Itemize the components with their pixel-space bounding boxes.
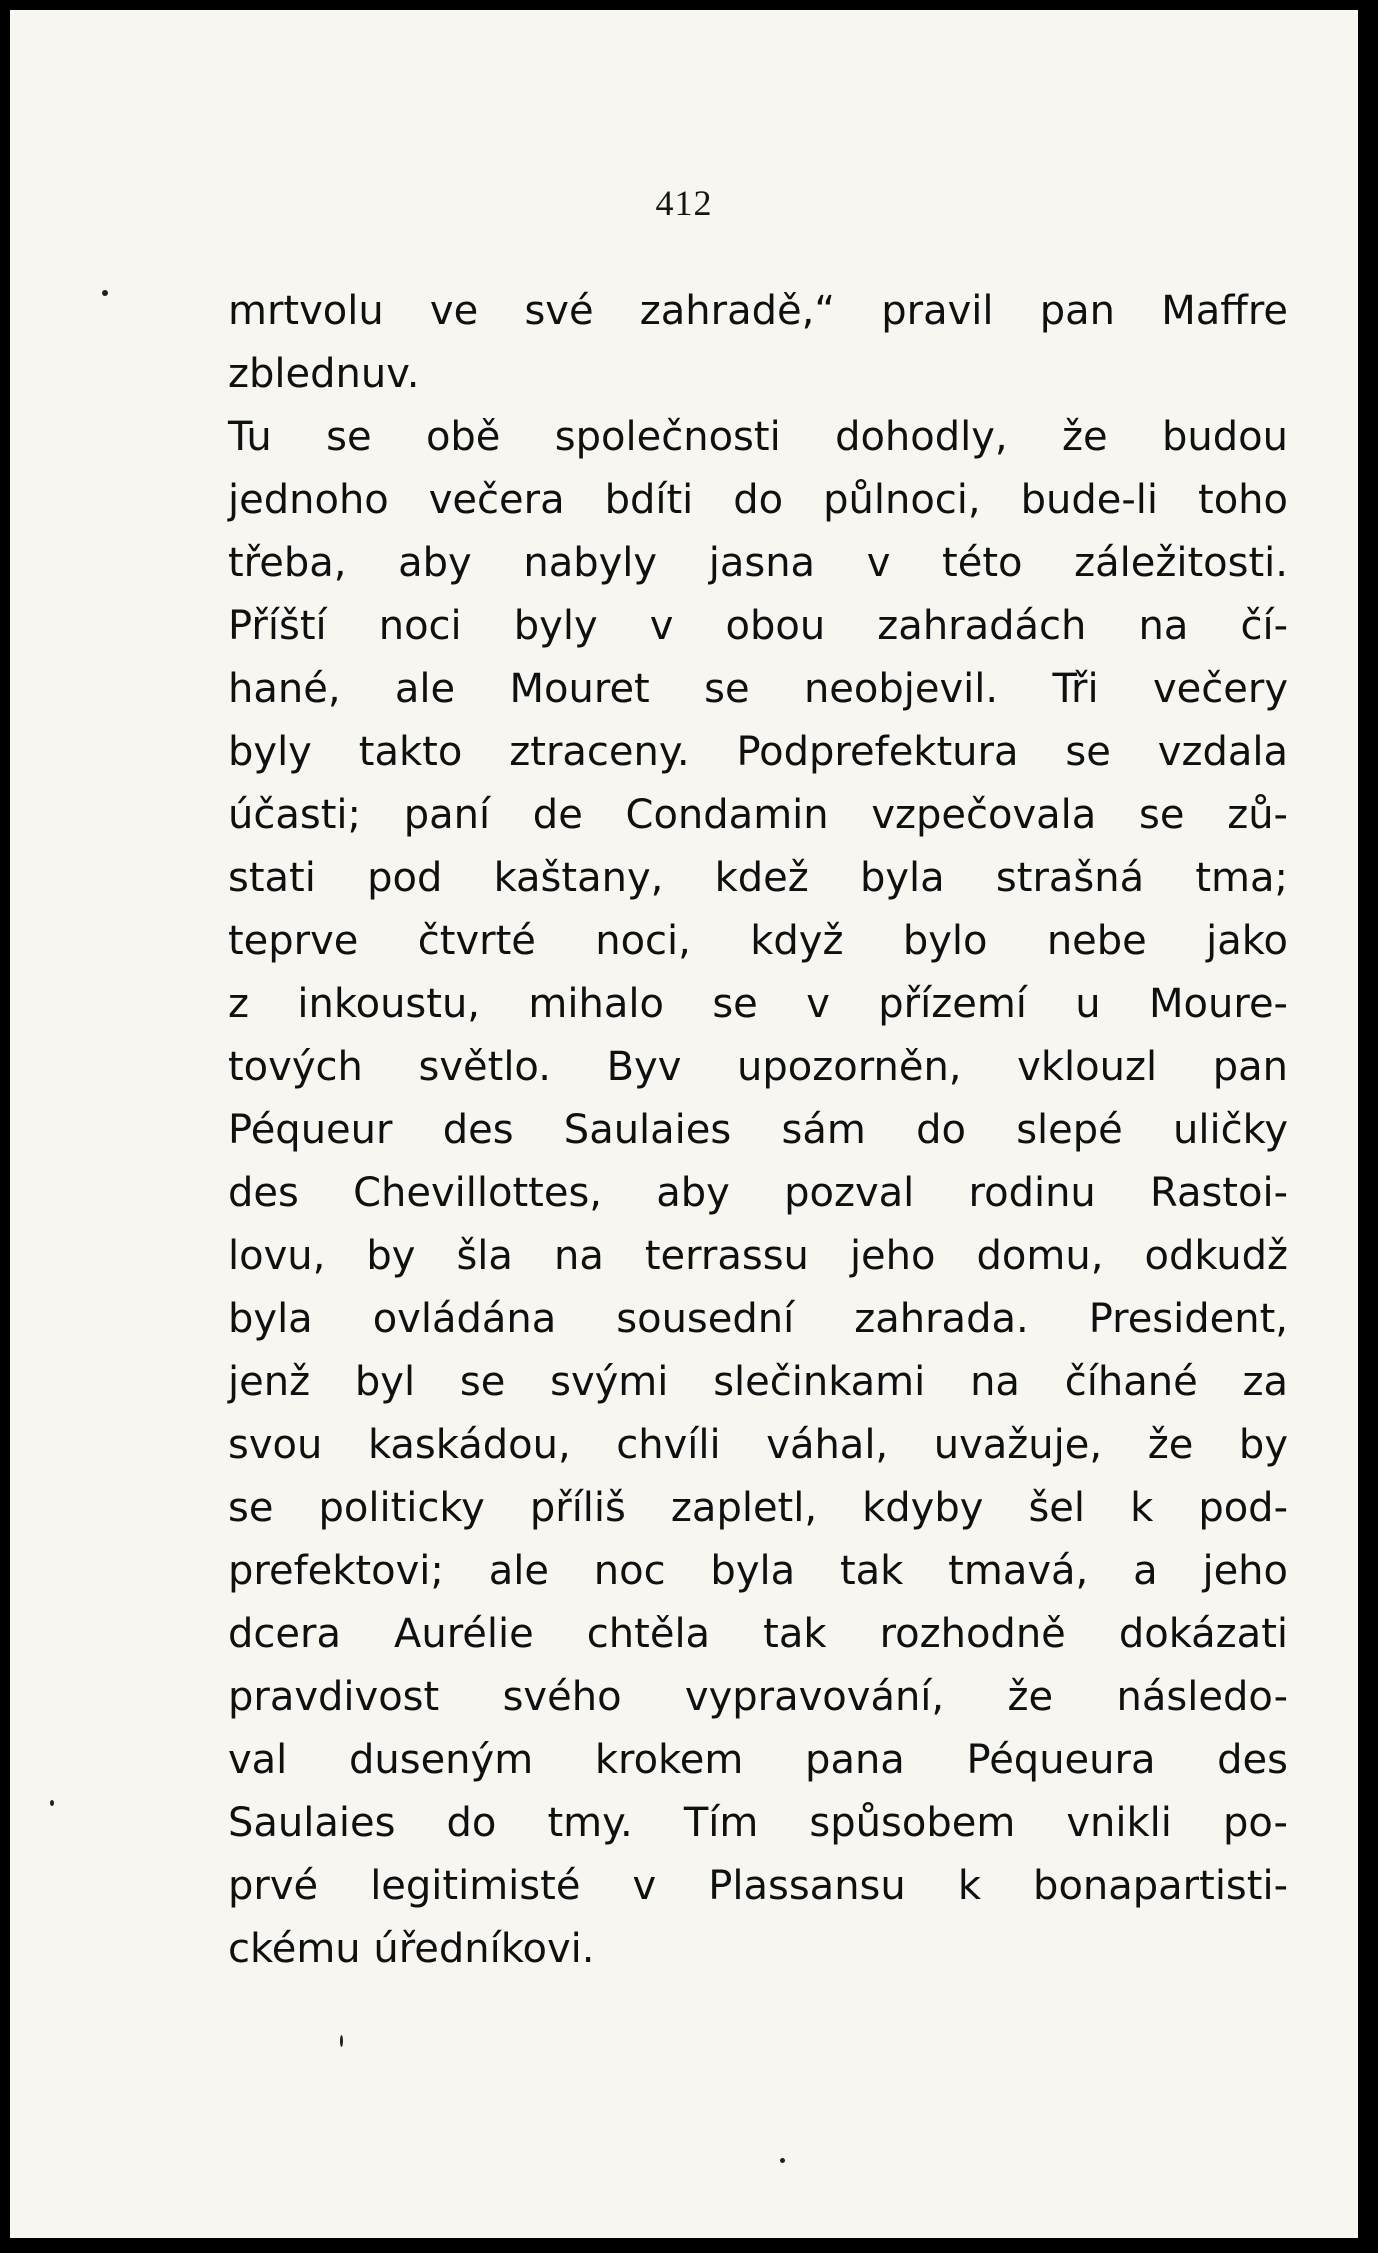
text-line: jenž byl se svými slečinkami na číhané za [228,1359,1288,1405]
text-line: stati pod kaštany, kdež byla strašná tma; [228,855,1288,901]
text-line: hané, ale Mouret se neobjevil. Tři večery [228,666,1288,712]
text-line: byla ovládána sousední zahrada. President, [228,1296,1288,1342]
text-line: třeba, aby nabyly jasna v této záležitosti. [228,540,1288,586]
scan-speck [780,2158,785,2163]
text-line: ckému úředníkovi. [228,1926,595,1972]
text-line: Péqueur des Saulaies sám do slepé uličky [228,1107,1288,1153]
text-line: Příští noci byly v obou zahradách na čí- [228,603,1288,649]
text-line: svou kaskádou, chvíli váhal, uvažuje, že by [228,1422,1288,1468]
text-line: dcera Aurélie chtěla tak rozhodně dokázati [228,1611,1288,1657]
text-line: Saulaies do tmy. Tím spůsobem vnikli po- [228,1800,1288,1846]
text-line: se politicky příliš zapletl, kdyby šel k pod- [228,1485,1288,1531]
text-line: prefektovi; ale noc byla tak tmavá, a jeho [228,1548,1288,1594]
text-line: z inkoustu, mihalo se v přízemí u Moure- [228,981,1288,1027]
text-line: tových světlo. Byv upozorněn, vklouzl pan [228,1044,1288,1090]
text-line: pravdivost svého vypravování, že následo- [228,1674,1288,1720]
text-line: des Chevillottes, aby pozval rodinu Rastoi- [228,1170,1288,1216]
text-line: byly takto ztraceny. Podprefektura se vzdala [228,729,1288,775]
scan-speck [50,1800,54,1806]
text-line: lovu, by šla na terrassu jeho domu, odkudž [228,1233,1288,1279]
body-text [228,280,1288,1981]
scan-speck [102,290,108,296]
text-line: mrtvolu ve své zahradě,“ pravil pan Maffre [228,288,1288,334]
page-number: 412 [655,183,713,223]
text-line: teprve čtvrté noci, když bylo nebe jako [228,918,1288,964]
scan-speck [340,2035,343,2047]
text-line: prvé legitimisté v Plassansu k bonapartisti- [228,1863,1288,1909]
book-page [10,10,1358,2238]
text-line: Tu se obě společnosti dohodly, že budou [228,414,1288,460]
text-line: val duseným krokem pana Péqueura des [228,1737,1288,1783]
text-line: jednoho večera bdíti do půlnoci, bude-li toho [228,477,1288,523]
text-line: zblednuv. [228,351,420,397]
text-line: účasti; paní de Condamin vzpečovala se zů- [228,792,1288,838]
